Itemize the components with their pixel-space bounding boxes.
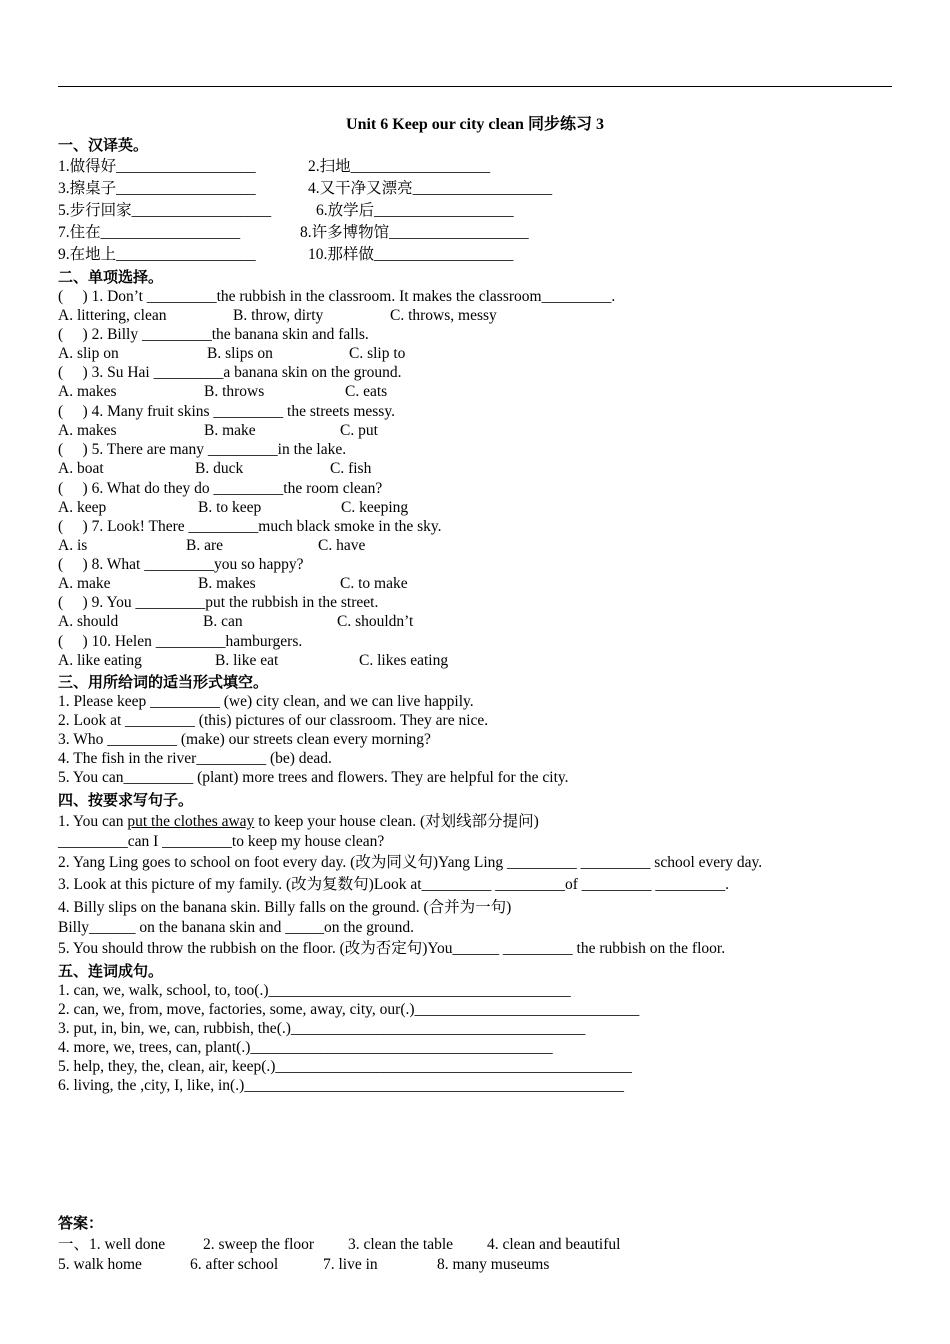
question-8: ( ) 8. What _________you so happy?	[58, 556, 304, 573]
order-line: 1. can, we, walk, school, to, too(.)_______________________________________	[58, 982, 571, 999]
rewrite-line: _________can I _________to keep my house clean?	[58, 833, 385, 850]
option-c: C. eats	[345, 383, 388, 400]
fill-line: 4. The fish in the river_________ (be) dead.	[58, 750, 332, 767]
answer-item: 8. many museums	[437, 1256, 550, 1273]
option-c: C. slip to	[349, 345, 406, 362]
option-c: C. shouldn’t	[337, 613, 414, 630]
answer-item: 6. after school	[190, 1256, 279, 1273]
option-a: A. makes	[58, 383, 117, 400]
s1-item: 6.放学后__________________	[316, 202, 514, 219]
option-b: B. duck	[195, 460, 244, 477]
option-b: B. makes	[198, 575, 256, 592]
question-9: ( ) 9. You _________put the rubbish in the street.	[58, 594, 379, 611]
option-c: C. fish	[330, 460, 372, 477]
question-1: ( ) 1. Don’t _________the rubbish in the classroom. It makes the classroom_________.	[58, 288, 616, 305]
option-a: A. slip on	[58, 345, 119, 362]
question-2: ( ) 2. Billy _________the banana skin and falls.	[58, 326, 369, 343]
order-line: 4. more, we, trees, can, plant(.)_______________________________________	[58, 1039, 553, 1056]
fill-line: 3. Who _________ (make) our streets clean every morning?	[58, 731, 431, 748]
option-b: B. slips on	[207, 345, 273, 362]
answer-item: 2. sweep the floor	[203, 1236, 315, 1253]
question-5: ( ) 5. There are many _________in the lake.	[58, 441, 347, 458]
question-3: ( ) 3. Su Hai _________a banana skin on the ground.	[58, 364, 402, 381]
s1-item: 5.步行回家__________________	[58, 202, 272, 219]
option-c: C. have	[318, 537, 366, 554]
option-b: B. throws	[204, 383, 265, 400]
answer-item: 4. clean and beautiful	[487, 1236, 621, 1253]
question-4: ( ) 4. Many fruit skins _________ the streets messy.	[58, 403, 395, 420]
option-a: A. makes	[58, 422, 117, 439]
option-b: B. throw, dirty	[233, 307, 324, 324]
s1-item: 10.那样做__________________	[308, 246, 514, 263]
section-2-heading: 二、单项选择。	[58, 268, 164, 286]
option-b: B. make	[204, 422, 256, 439]
option-b: B. to keep	[198, 499, 262, 516]
s1-item: 4.又干净又漂亮__________________	[308, 180, 553, 197]
rewrite-q1-post: to keep your house clean. (对划线部分提问)	[254, 813, 539, 830]
rewrite-line: 5. You should throw the rubbish on the floor. (改为否定句)You______ _________ the rubbish on the floor.	[58, 940, 726, 957]
answer-item: 一、1. well done	[58, 1236, 166, 1253]
option-c: C. likes eating	[359, 652, 449, 669]
rewrite-line: Billy______ on the banana skin and _____on the ground.	[58, 919, 415, 936]
answer-item: 3. clean the table	[348, 1236, 454, 1253]
header-rule	[58, 86, 892, 87]
rewrite-line: 3. Look at this picture of my family. (改为复数句)Look at_________ _________of _________ _________.	[58, 876, 730, 893]
order-line: 5. help, they, the, clean, air, keep(.)______________________________________________	[58, 1058, 632, 1075]
option-a: A. like eating	[58, 652, 142, 669]
question-6: ( ) 6. What do they do _________the room clean?	[58, 480, 383, 497]
fill-line: 5. You can_________ (plant) more trees and flowers. They are helpful for the city.	[58, 769, 569, 786]
option-a: A. keep	[58, 499, 107, 516]
section-5-heading: 五、连词成句。	[58, 962, 164, 980]
order-line: 3. put, in, bin, we, can, rubbish, the(.)______________________________________	[58, 1020, 586, 1037]
section-4-heading: 四、按要求写句子。	[58, 791, 194, 809]
fill-line: 2. Look at _________ (this) pictures of our classroom. They are nice.	[58, 712, 489, 729]
order-line: 2. can, we, from, move, factories, some, away, city, our(.)_____________________________	[58, 1001, 640, 1018]
s1-item: 1.做得好__________________	[58, 158, 256, 175]
option-a: A. is	[58, 537, 88, 554]
rewrite-line: 2. Yang Ling goes to school on foot every day. (改为同义句)Yang Ling _________ _________ school every day.	[58, 854, 763, 871]
option-a: A. littering, clean	[58, 307, 167, 324]
page-title: Unit 6 Keep our city clean 同步练习 3	[346, 116, 604, 133]
option-b: B. can	[203, 613, 243, 630]
question-10: ( ) 10. Helen _________hamburgers.	[58, 633, 303, 650]
option-b: B. are	[186, 537, 224, 554]
s1-item: 7.住在__________________	[58, 224, 241, 241]
s1-item: 8.许多博物馆__________________	[300, 224, 529, 241]
option-c: C. to make	[340, 575, 408, 592]
question-7: ( ) 7. Look! There _________much black smoke in the sky.	[58, 518, 442, 535]
s1-item: 3.擦桌子__________________	[58, 180, 256, 197]
rewrite-line: 4. Billy slips on the banana skin. Billy falls on the ground. (合并为一句)	[58, 899, 512, 916]
s1-item: 2.扫地__________________	[308, 158, 491, 175]
fill-line: 1. Please keep _________ (we) city clean, and we can live happily.	[58, 693, 474, 710]
option-a: A. boat	[58, 460, 104, 477]
section-1-heading: 一、汉译英。	[58, 136, 149, 154]
answer-item: 5. walk home	[58, 1256, 142, 1273]
answers-heading: 答案：	[58, 1214, 104, 1232]
underlined-phrase: put the clothes away	[127, 813, 255, 830]
option-b: B. like eat	[215, 652, 279, 669]
option-c: C. throws, messy	[390, 307, 497, 324]
rewrite-q1-pre: 1. You can	[58, 813, 128, 830]
answer-item: 7. live in	[323, 1256, 378, 1273]
option-c: C. keeping	[341, 499, 409, 516]
rewrite-line-1	[58, 812, 539, 832]
option-a: A. should	[58, 613, 119, 630]
option-a: A. make	[58, 575, 111, 592]
order-line: 6. living, the ,city, I, like, in(.)_________________________________________________	[58, 1077, 624, 1094]
option-c: C. put	[340, 422, 378, 439]
section-3-heading: 三、用所给词的适当形式填空。	[58, 673, 269, 691]
s1-item: 9.在地上__________________	[58, 246, 256, 263]
